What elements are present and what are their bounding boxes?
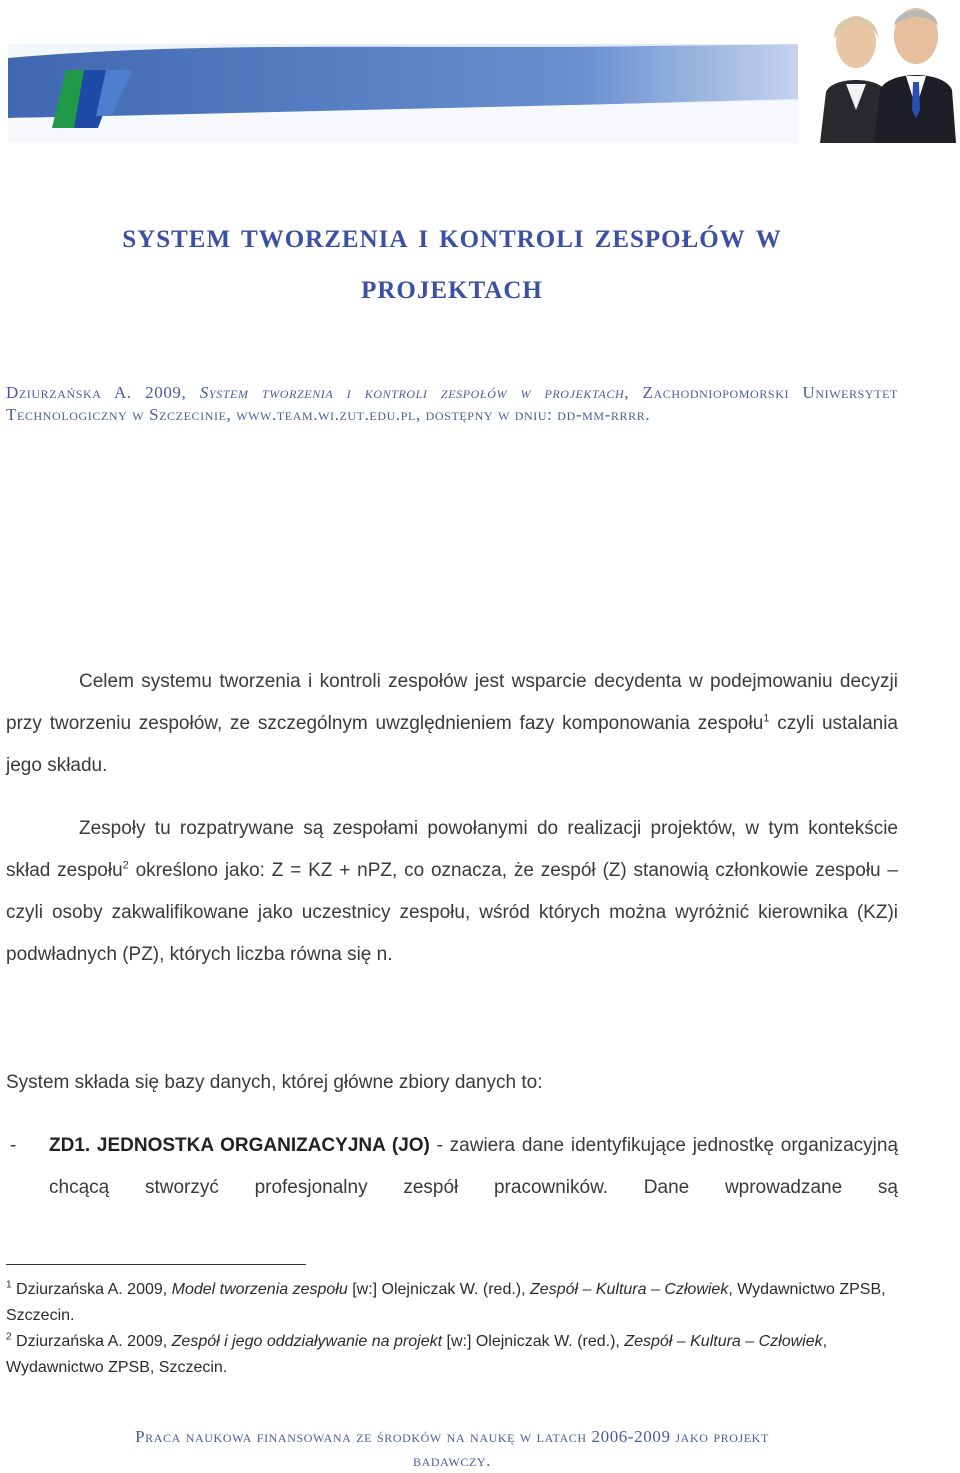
footnote-ref-2: 2 bbox=[122, 859, 129, 872]
footnote-ref-1: 1 bbox=[763, 712, 770, 725]
title-line-1: system tworzenia i kontroli zespołów w bbox=[122, 215, 782, 255]
footnote-1-book: Zespół – Kultura – Człowiek bbox=[530, 1281, 729, 1298]
header-banner bbox=[8, 0, 956, 143]
footer-line-1: Praca naukowa finansowana ze środków na naukę w latach 2006-2009 jako projekt bbox=[135, 1427, 769, 1446]
list-item-text bbox=[49, 1125, 898, 1209]
citation-work: System tworzenia i kontroli zespołów w projektach bbox=[199, 383, 625, 402]
footnote-1-editor: [w:] Olejniczak W. (red.), bbox=[347, 1281, 531, 1298]
footnote-2-book: Zespół – Kultura – Człowiek bbox=[624, 1333, 823, 1350]
paragraph-1-text-end: czyli ustalania jego składu. bbox=[6, 713, 898, 776]
footnote-2-editor: [w:] Olejniczak W. (red.), bbox=[442, 1333, 625, 1350]
citation-author: Dziurzańska A. 2009, bbox=[6, 383, 200, 402]
footnote-1-title: Model tworzenia zespołu bbox=[171, 1281, 348, 1298]
list-item-heading: ZD1. JEDNOSTKA ORGANIZACYJNA (JO) bbox=[49, 1135, 430, 1156]
footnote-divider bbox=[6, 1264, 306, 1265]
list-item bbox=[6, 1125, 898, 1209]
footnotes bbox=[6, 1277, 898, 1381]
paragraph-1 bbox=[6, 661, 898, 787]
business-people-photo bbox=[798, 0, 956, 143]
footnote-1 bbox=[6, 1277, 898, 1329]
footnote-2-author: Dziurzańska A. 2009, bbox=[11, 1333, 172, 1350]
page-title bbox=[0, 210, 904, 312]
footnote-2-publisher: , Wydawnictwo ZPSB, Szczecin. bbox=[6, 1333, 828, 1376]
citation bbox=[6, 382, 898, 426]
footnote-2-title: Zespół i jego oddziaływanie na projekt bbox=[171, 1333, 443, 1350]
footnote-1-number: 1 bbox=[6, 1279, 12, 1291]
title-line-2: projektach bbox=[361, 266, 543, 306]
paragraph-1-text: Celem systemu tworzenia i kontroli zespołów jest wsparcie decydenta w podejmowaniu decyzji przy tworzeniu zespołów, ze szczególnym uwzględnieniem fazy komponowania zespołu bbox=[6, 671, 898, 734]
footnote-1-publisher: , Wydawnictwo ZPSB, Szczecin. bbox=[6, 1281, 886, 1324]
footnote-2 bbox=[6, 1329, 898, 1381]
footnote-2-number: 2 bbox=[6, 1331, 12, 1343]
paragraph-2-text-end: określono jako: Z = KZ + nPZ, co oznacza, że zespół (Z) stanowią członkowie zespołu – czyli osoby zakwalifikowane jako uczestnicy zespołu, wśród których można wyróżnić kierownika (KZ)i podwładnych (PZ), których liczba równa się n. bbox=[6, 860, 898, 965]
footer-line-2: badawczy. bbox=[412, 1451, 492, 1470]
list-item-body: - zawiera dane identyfikujące jednostkę organizacyjną chcącą stworzyć profesjonalny zespół pracowników. Dane wprowadzane są bbox=[49, 1135, 899, 1198]
list-dash: - bbox=[10, 1135, 17, 1156]
paragraph-2-text: Zespoły tu rozpatrywane są zespołami powołanymi do realizacji projektów, w tym kontekście skład zespołu bbox=[6, 818, 898, 881]
paragraph-2 bbox=[6, 808, 898, 976]
paragraph-3: System składa się bazy danych, której główne zbiory danych to: bbox=[6, 1072, 543, 1093]
citation-rest: , Zachodniopomorski Uniwersytet Technologiczny w Szczecinie, www.team.wi.zut.edu.pl, dostępny w dniu: dd-mm-rrrr. bbox=[6, 383, 898, 424]
footnote-1-author: Dziurzańska A. 2009, bbox=[11, 1281, 172, 1298]
page-footer bbox=[0, 1425, 904, 1473]
